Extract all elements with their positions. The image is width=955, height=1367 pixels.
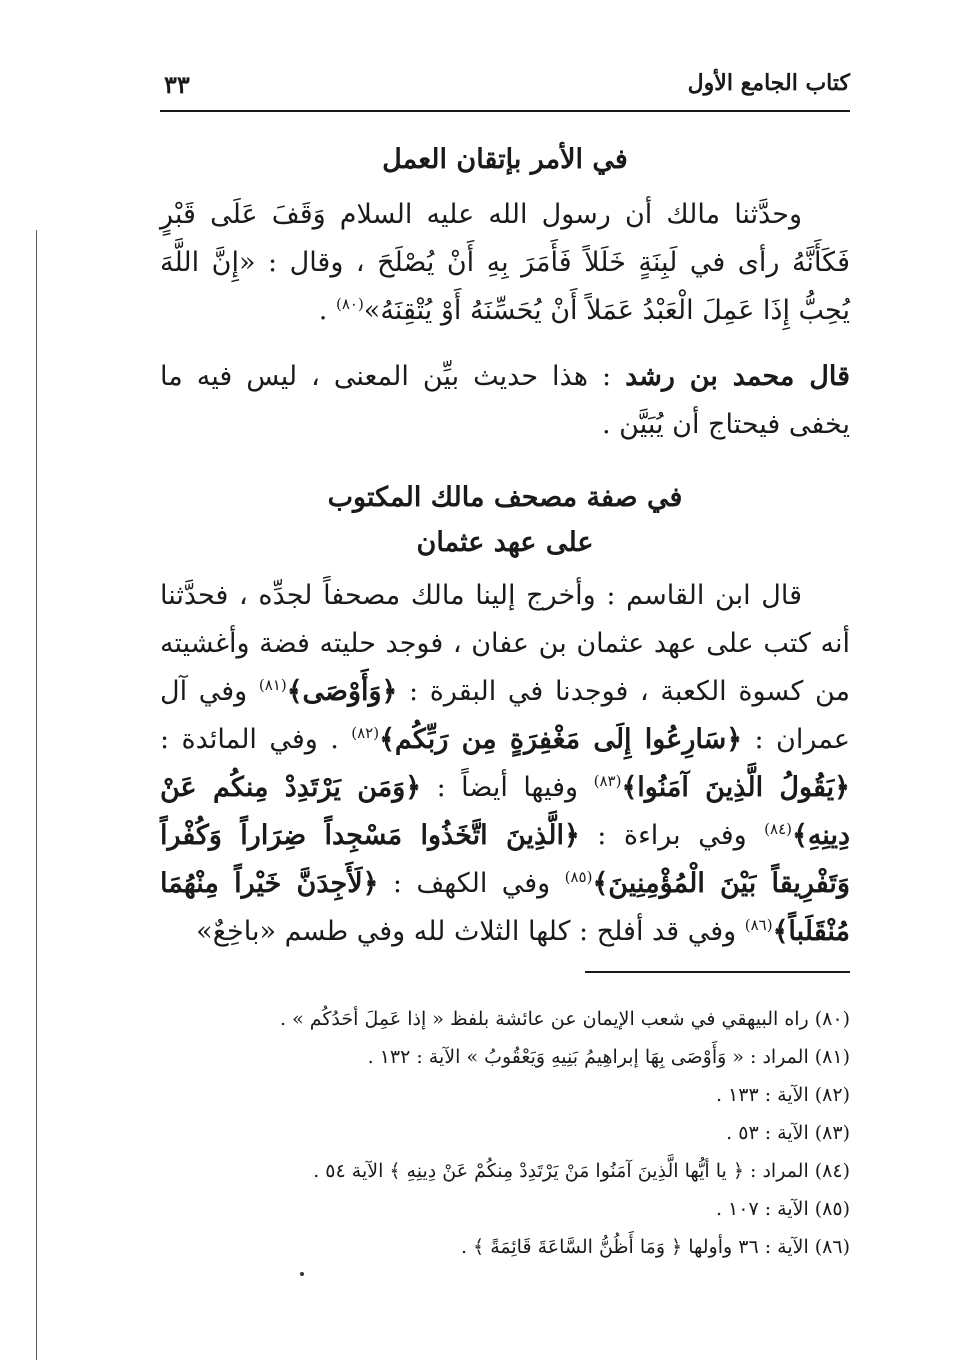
footnote-text: الآية : ١٠٧ . [715, 1198, 809, 1220]
text-run-f: وفي الكهف : [378, 868, 565, 900]
text-run-b: وفي آل عمران : [160, 676, 850, 756]
text-run-g: وفي قد أفلح : كلها الثلاث لله وفي طسم «باخِعٌ» [196, 916, 745, 948]
footnotes-list [160, 1000, 850, 1266]
quran-quote-6: ﴿لَأَجِدَنَّ خَيْراً مِنْهُمَا مُنْقَلَباً﴾ [160, 868, 850, 948]
text-run-d: وفيها أيضاً : [421, 772, 594, 804]
footnote-number: (٨٦) [814, 1236, 850, 1258]
quran-quote-4: ﴿وَمَن يَرْتَدِدْ مِنكُم عَنْ دِينِهِ﴾ [160, 772, 850, 852]
footnote-ref-85[interactable]: (٨٥) [564, 868, 593, 887]
footnote-item [160, 1152, 850, 1190]
mushaf-paragraph [160, 572, 850, 956]
commentator-name: قال محمد بن رشد [625, 360, 850, 392]
footnote-ref-86[interactable]: (٨٦) [744, 916, 773, 935]
text-run-a: قال ابن القاسم : وأخرج إلينا مالك مصحفاً لجدِّه ، فحدَّثنا أنه كتب على عهد عثمان بن عفان ، فوجد حليته فضة وأغشيته من كسوة الكعبة ، فوجدنا في البقرة : [160, 580, 850, 708]
footnote-text: الآية : ٥٣ . [726, 1122, 809, 1144]
footnote-text: المراد : « وَأَوْصَى بِهَا إبراهِيمُ بَنِيهِ وَيَعْقُوبُ » الآية : ١٣٢ . [367, 1046, 809, 1068]
text-run-e: وفي براءة : [579, 820, 765, 852]
footnote-number: (٨٢) [814, 1084, 850, 1106]
footnote-separator [585, 971, 850, 973]
footnote-text: الآية : ٣٦ وأولها ﴿ وَمَا أَظُنُّ السَّاعَةَ قَائِمَةً ﴾ . [460, 1236, 809, 1258]
hadith-text: وحدَّثنا مالك أن رسول الله عليه السلام وَقَفَ عَلَى قَبْرٍ فَكَأَنَّهُ رأى في لَبِنَةٍ خَلَلاً فَأَمَرَ بِهِ أَنْ يُصْلَحَ ، وقال : «إِنَّ اللَّهَ يُحِبُّ إِذَا عَمِلَ الْعَبْدُ عَمَلاً أَنْ يُحَسِّنَهُ أَوْ يُتْقِنَهُ» [160, 198, 850, 326]
running-title: كتاب الجامع الأول [687, 70, 850, 96]
footnote-number: (٨٣) [814, 1122, 850, 1144]
footnote-item [160, 1000, 850, 1038]
footnote-number: (٨٠) [814, 1008, 850, 1030]
footnote-item [160, 1038, 850, 1076]
commentary-paragraph [160, 353, 850, 449]
page-number: ٣٣ [164, 70, 190, 99]
commentary-text: : هذا حديث بيِّن المعنى ، ليس فيه ما يخفى فيحتاج أن يُبَيَّن . [160, 360, 850, 440]
footnote-number: (٨٥) [814, 1198, 850, 1220]
section-title-line-1: في صفة مصحف مالك المكتوب [327, 481, 683, 513]
footnote-number: (٨١) [814, 1046, 850, 1068]
section-title-mushaf [160, 475, 850, 567]
footnote-text: المراد : ﴿ يا أيُّها الَّذِينَ آمَنُوا مَنْ يَرْتَدِدْ مِنكُمْ عَنْ دِينِهِ ﴾ الآية ٥٤ . [313, 1160, 809, 1182]
footnote-ref-80[interactable]: (٨٠) [335, 294, 364, 313]
hadith-end: . [318, 294, 336, 326]
quran-quote-5: ﴿الَّذِينَ اتَّخَذُوا مَسْجِداً ضِرَاراً وَكُفْراً وَتَفْرِيقاً بَيْنَ الْمُؤْمِنِينَ﴾ [160, 820, 850, 900]
footnote-number: (٨٤) [814, 1160, 850, 1182]
footnote-item [160, 1228, 850, 1266]
footnote-item [160, 1076, 850, 1114]
scan-speck [300, 1272, 304, 1276]
hadith-paragraph [160, 191, 850, 335]
footnote-text: الآية : ١٣٣ . [715, 1084, 809, 1106]
section-title-mastery: في الأمر بإتقان العمل [382, 144, 628, 175]
quran-quote-1: ﴿وَأَوْصَى﴾ [286, 676, 398, 708]
page-header [160, 62, 850, 112]
footnote-ref-82[interactable]: (٨٢) [351, 724, 380, 743]
footnote-text: راه البيهقي في شعب الإيمان عن عائشة بلفظ « إذا عَمِلَ أحَدُكُم » . [280, 1008, 809, 1030]
footnote-item [160, 1114, 850, 1152]
footnote-item [160, 1190, 850, 1228]
section-title-line-2: على عهد عثمان [416, 527, 594, 559]
footnote-ref-84[interactable]: (٨٤) [764, 820, 793, 839]
quran-quote-2: ﴿سَارِعُوا إِلَى مَغْفِرَةٍ مِن رَبِّكُم﴾ [379, 724, 743, 756]
footnote-ref-83[interactable]: (٨٣) [593, 772, 622, 791]
paragraph-gap [160, 335, 850, 353]
text-run-c: . وفي المائدة : [160, 724, 352, 756]
footnote-ref-81[interactable]: (٨١) [258, 676, 287, 695]
main-text [160, 126, 850, 956]
quran-quote-3: ﴿يَقُولُ الَّذِينَ آمَنُوا﴾ [621, 772, 850, 804]
scan-edge-line [36, 230, 37, 1360]
